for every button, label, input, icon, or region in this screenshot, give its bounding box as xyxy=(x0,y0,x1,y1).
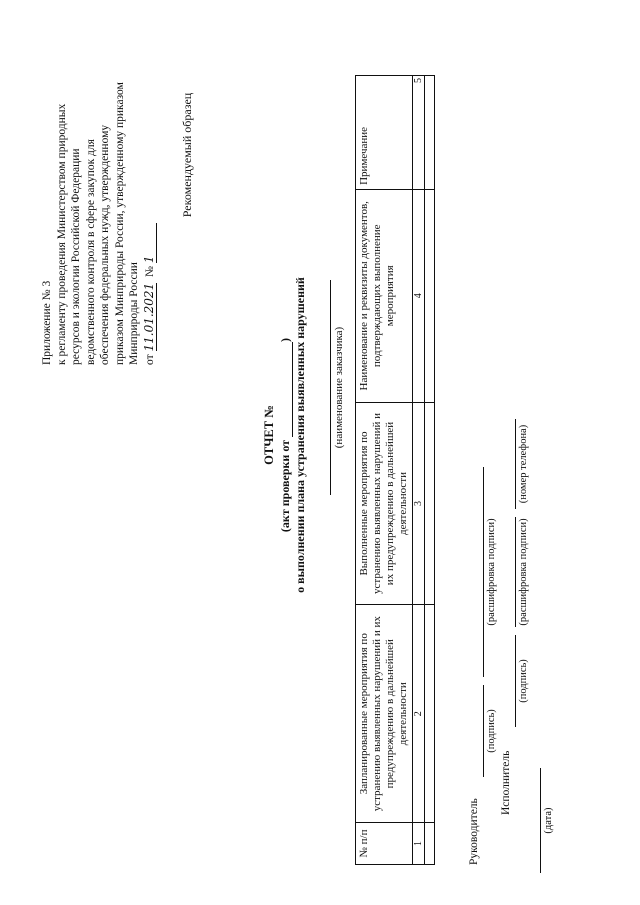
appendix-line: Приложение № 3 xyxy=(41,280,53,365)
from-label: от xyxy=(143,354,156,365)
column-number: 3 xyxy=(413,402,425,605)
phone-caption: (номер телефона) xyxy=(518,424,529,504)
report-title: ОТЧЕТ № xyxy=(262,405,276,465)
recommended-sample-label: Рекомендуемый образец xyxy=(180,92,194,218)
column-number: 4 xyxy=(413,189,425,402)
head-signature-line xyxy=(483,685,484,777)
report-subtitle xyxy=(278,295,293,575)
decode-caption: (расшифровка подписи) xyxy=(486,518,497,626)
executor-phone-line xyxy=(515,419,516,509)
report-table xyxy=(355,75,435,865)
act-date-blank xyxy=(281,342,293,437)
appendix-line: Минприроды России xyxy=(128,262,140,365)
act-suffix: ) xyxy=(278,337,292,342)
appendix-line: ведомственного контроля в сфере закупок для xyxy=(84,139,97,365)
signature-caption: (подпись) xyxy=(518,659,529,703)
number-label: № xyxy=(143,266,156,278)
column-number: 5 xyxy=(413,76,425,190)
head-decode-line xyxy=(483,467,484,677)
header-cell: № п/п xyxy=(356,823,413,865)
header-cell: Выполненные мероприятия по устранению выявленных нарушений и их предупреждению в дальнейшей деятельности xyxy=(356,402,413,605)
appendix-line: к регламенту проведения Министерством природных xyxy=(55,103,68,365)
executor-label: Исполнитель xyxy=(500,750,512,815)
date-caption: (дата) xyxy=(543,807,554,834)
decode-caption: (расшифровка подписи) xyxy=(518,518,529,626)
date-line xyxy=(540,768,541,873)
table-cell[interactable] xyxy=(425,402,435,605)
table-number-row xyxy=(413,76,425,865)
header-cell: Примечание xyxy=(356,76,413,190)
appendix-line: приказом Минприроды России, утвержденному приказом xyxy=(113,82,126,365)
customer-caption: (наименование заказчика) xyxy=(333,326,345,449)
head-label: Руководитель xyxy=(468,798,480,865)
customer-name-line xyxy=(330,280,331,495)
table-header-row xyxy=(356,76,413,865)
act-prefix: (акт проверки от xyxy=(278,439,292,533)
handwritten-date: 11.01.2021 xyxy=(141,282,156,352)
table-cell[interactable] xyxy=(425,189,435,402)
table-cell[interactable] xyxy=(425,605,435,823)
column-number: 1 xyxy=(413,823,425,865)
report-description: о выполнении плана устранения выявленных нарушений xyxy=(293,277,307,593)
appendix-date-line xyxy=(142,45,158,365)
header-cell: Запланированные мероприятия по устранению выявленных нарушений и их предупреждению в дальнейшей деятельности xyxy=(356,605,413,823)
appendix-line: ресурсов и экологии Российской Федерации xyxy=(70,148,82,365)
column-number: 2 xyxy=(413,605,425,823)
table-cell[interactable] xyxy=(425,76,435,190)
appendix-block xyxy=(40,45,157,365)
appendix-line: обеспечения федеральных нужд, утвержденному xyxy=(99,124,111,365)
table-row xyxy=(425,76,435,865)
handwritten-number: 1 xyxy=(142,223,158,263)
signature-caption: (подпись) xyxy=(486,709,497,753)
executor-decode-line xyxy=(515,517,516,627)
table-cell[interactable] xyxy=(425,823,435,865)
executor-signature-line xyxy=(515,635,516,727)
header-cell: Наименование и реквизиты документов, подтверждающих выполнение мероприятия xyxy=(356,189,413,402)
